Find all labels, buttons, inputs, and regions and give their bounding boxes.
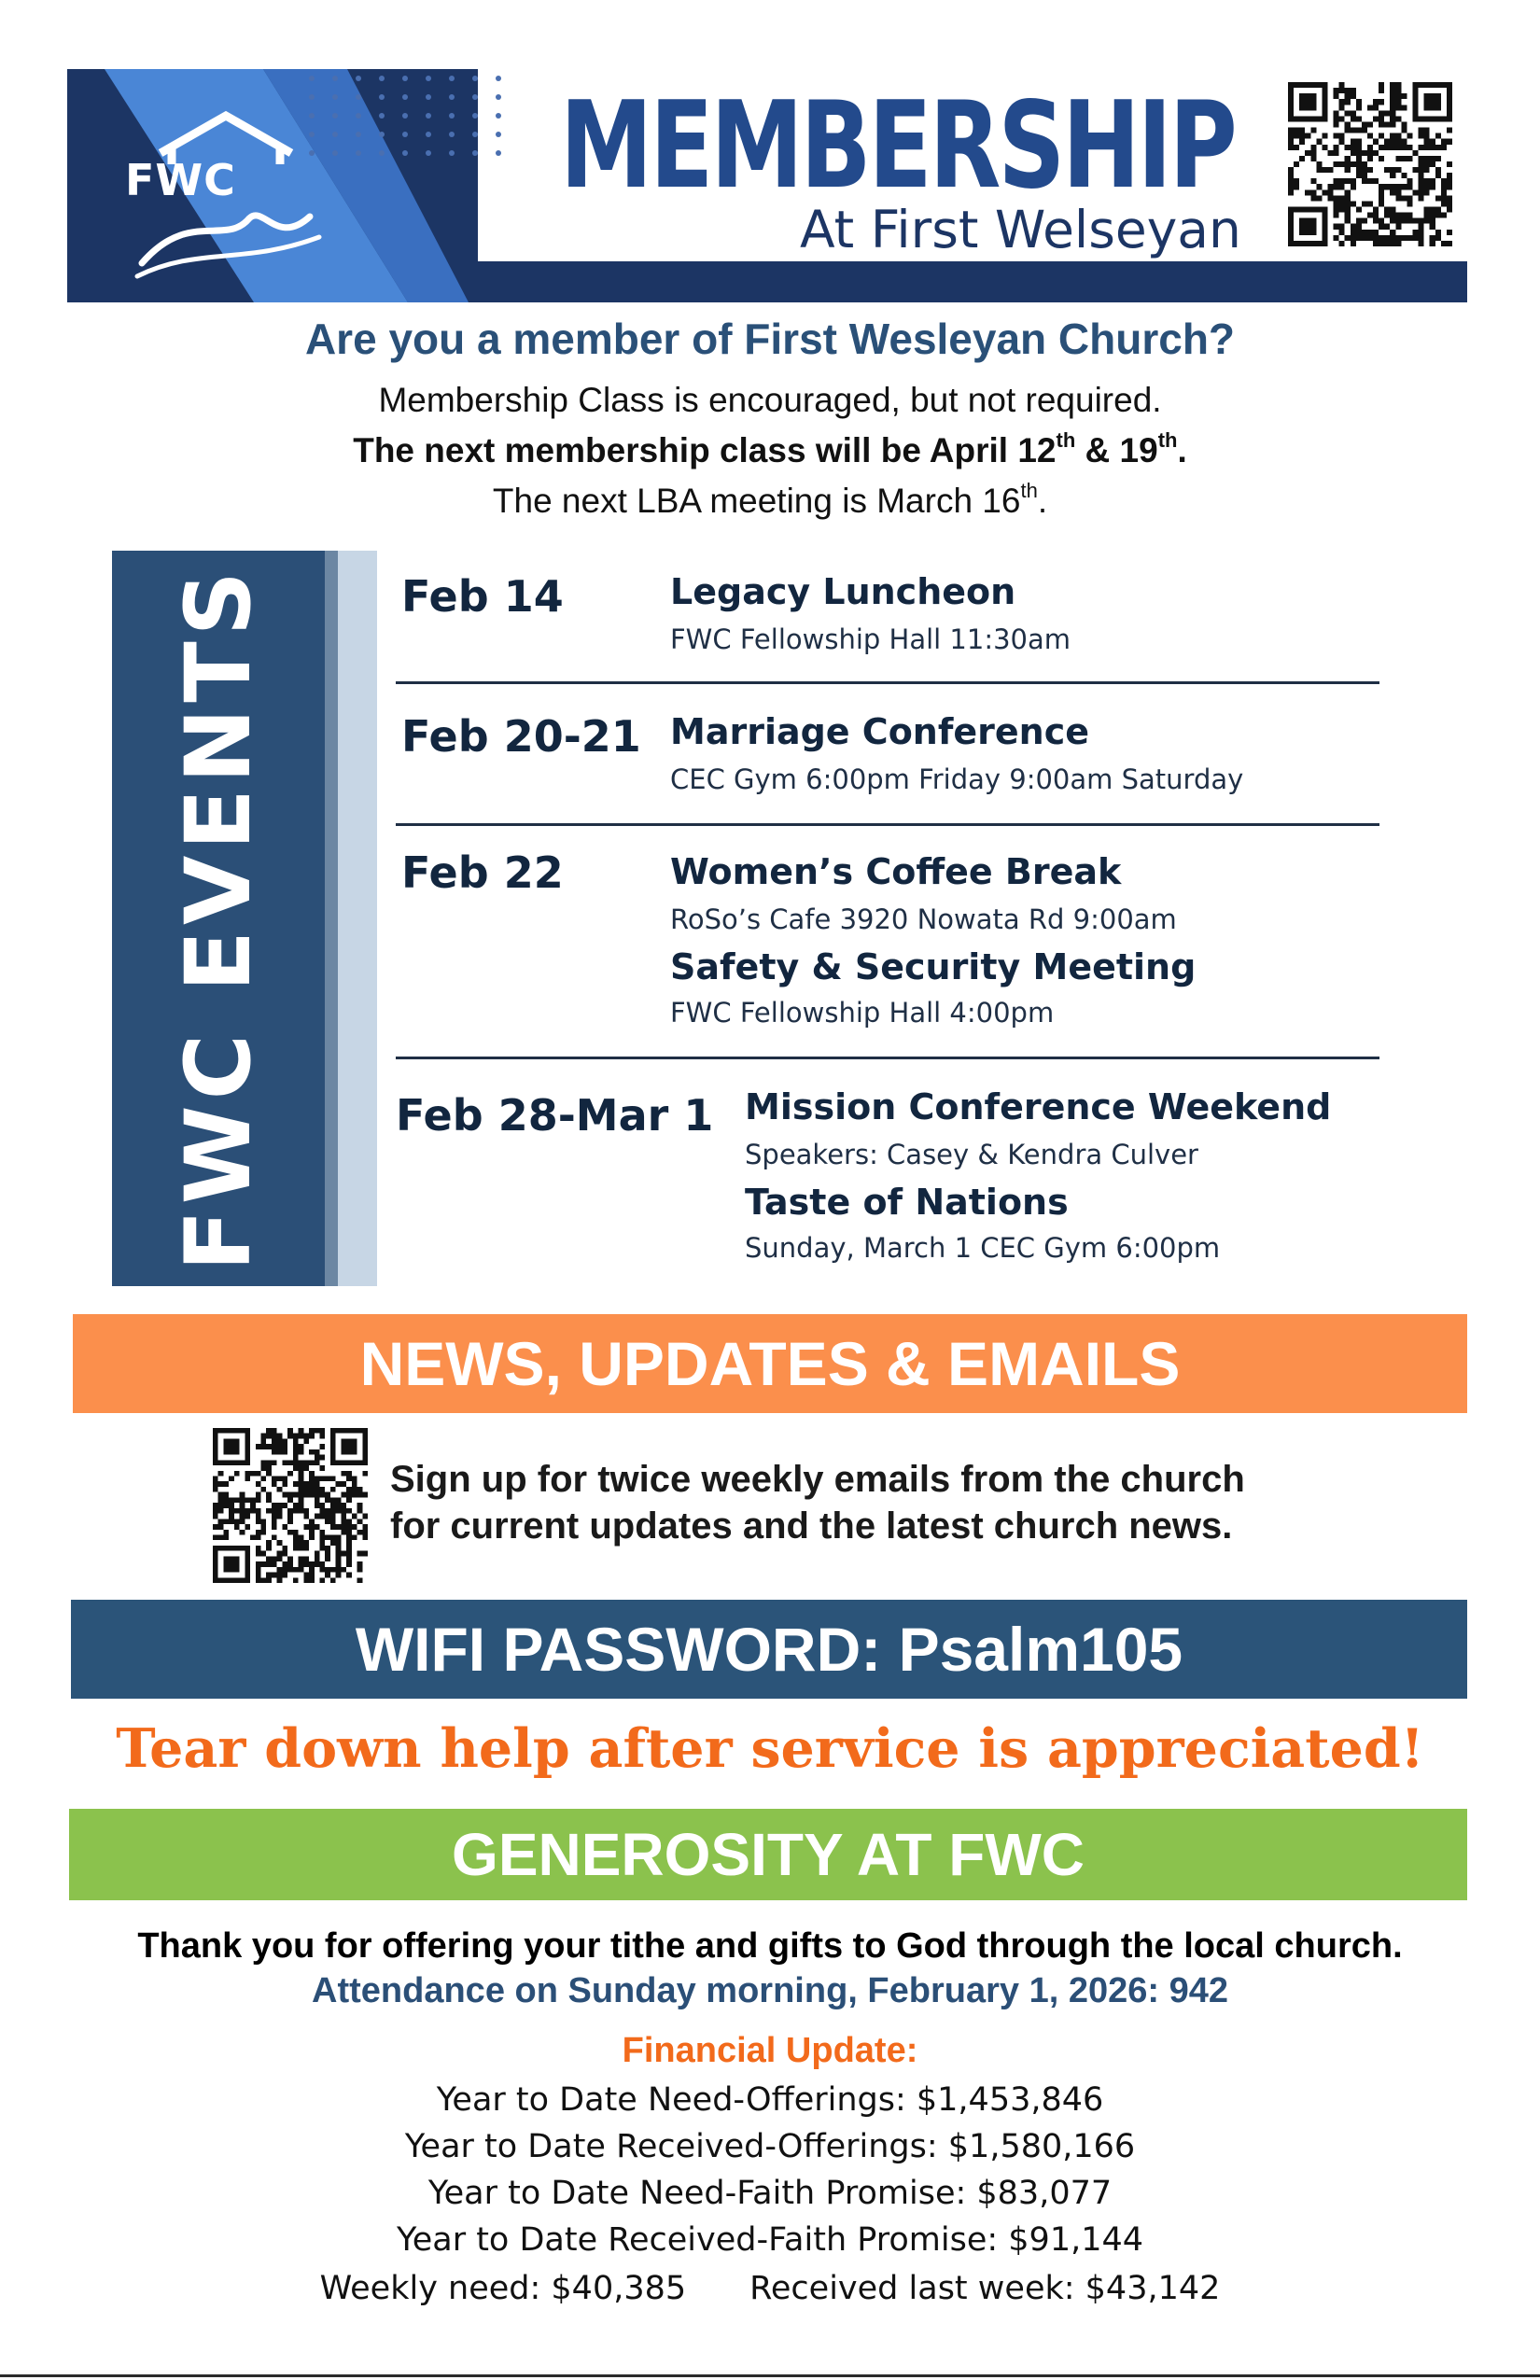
membership-class-note: Membership Class is encouraged, but not required. [378,381,1162,419]
event-title: Legacy Luncheon [670,571,1016,612]
event-date: Feb 22 [401,847,564,898]
event-detail: FWC Fellowship Hall 11:30am [670,623,1071,655]
generosity-heading-band: GENEROSITY AT FWC [69,1809,1467,1900]
event-title: Safety & Security Meeting [670,946,1197,987]
received-last-week: Received last week: $43,142 [749,2270,1221,2307]
financial-line: Year to Date Need-Offerings: $1,453,846 [436,2081,1104,2119]
event-date: Feb 28-Mar 1 [396,1090,714,1141]
weekly-summary [0,2270,1540,2307]
attendance-note: Attendance on Sunday morning, February 1, 2026: 942 [312,1971,1228,2010]
event-title: Marriage Conference [670,711,1090,752]
page-bottom-rule [0,2374,1540,2377]
event-divider [396,823,1379,826]
event-divider [396,681,1379,684]
weekly-need: Weekly need: $40,385 [319,2270,687,2307]
email-signup-line: for current updates and the latest church news. [390,1505,1233,1547]
lba-meeting-note [0,479,1540,521]
page-subtitle: At First Welseyan [800,200,1241,259]
teardown-notice: Tear down help after service is appreciated! [116,1717,1424,1780]
event-title: Taste of Nations [745,1182,1069,1223]
events-stripe [325,551,338,1286]
financial-update-heading: Financial Update: [622,2031,918,2070]
event-detail: FWC Fellowship Hall 4:00pm [670,997,1055,1029]
next-class-text: . [1177,431,1187,469]
ordinal-suffix: th [1157,428,1178,452]
event-title: Women’s Coffee Break [670,851,1122,892]
event-divider [396,1057,1379,1059]
events-label: FWC EVENTS [166,566,271,1271]
next-class-text: The next membership class will be April 12 [353,431,1057,469]
thank-you-note: Thank you for offering your tithe and gifts to God through the local church. [137,1926,1403,1966]
wifi-password-band: WIFI PASSWORD: Psalm105 [71,1600,1467,1699]
email-signup-text [390,1456,1245,1549]
financial-line: Year to Date Received-Faith Promise: $91,144 [396,2221,1144,2259]
lba-meeting-text: . [1037,482,1048,520]
email-signup-qr-code-icon[interactable] [213,1428,368,1583]
event-detail: CEC Gym 6:00pm Friday 9:00am Saturday [670,763,1244,795]
page-title: MEMBERSHIP [560,77,1235,216]
membership-question: Are you a member of First Wesleyan Church? [304,315,1236,363]
event-detail: Speakers: Casey & Kendra Culver [745,1139,1198,1170]
financial-line: Year to Date Received-Offerings: $1,580,166 [404,2128,1136,2165]
ordinal-suffix: th [1056,428,1076,452]
event-date: Feb 20-21 [401,711,641,762]
header-banner [67,69,1467,302]
event-detail: Sunday, March 1 CEC Gym 6:00pm [745,1232,1221,1264]
event-detail: RoSo’s Cafe 3920 Nowata Rd 9:00am [670,903,1177,935]
event-title: Mission Conference Weekend [745,1086,1332,1127]
logo-text: FWC [125,155,236,205]
ordinal-suffix: th [1020,479,1038,502]
next-class-dates [0,428,1540,470]
membership-qr-code-icon[interactable] [1288,82,1452,246]
news-heading-band: NEWS, UPDATES & EMAILS [73,1314,1467,1413]
email-signup-line: Sign up for twice weekly emails from the church [390,1459,1245,1500]
event-date: Feb 14 [401,571,564,622]
lba-meeting-text: The next LBA meeting is March 16 [492,482,1021,520]
financial-line: Year to Date Need-Faith Promise: $83,077 [427,2175,1113,2212]
next-class-text: & 19 [1075,431,1158,469]
events-stripe [338,551,377,1286]
